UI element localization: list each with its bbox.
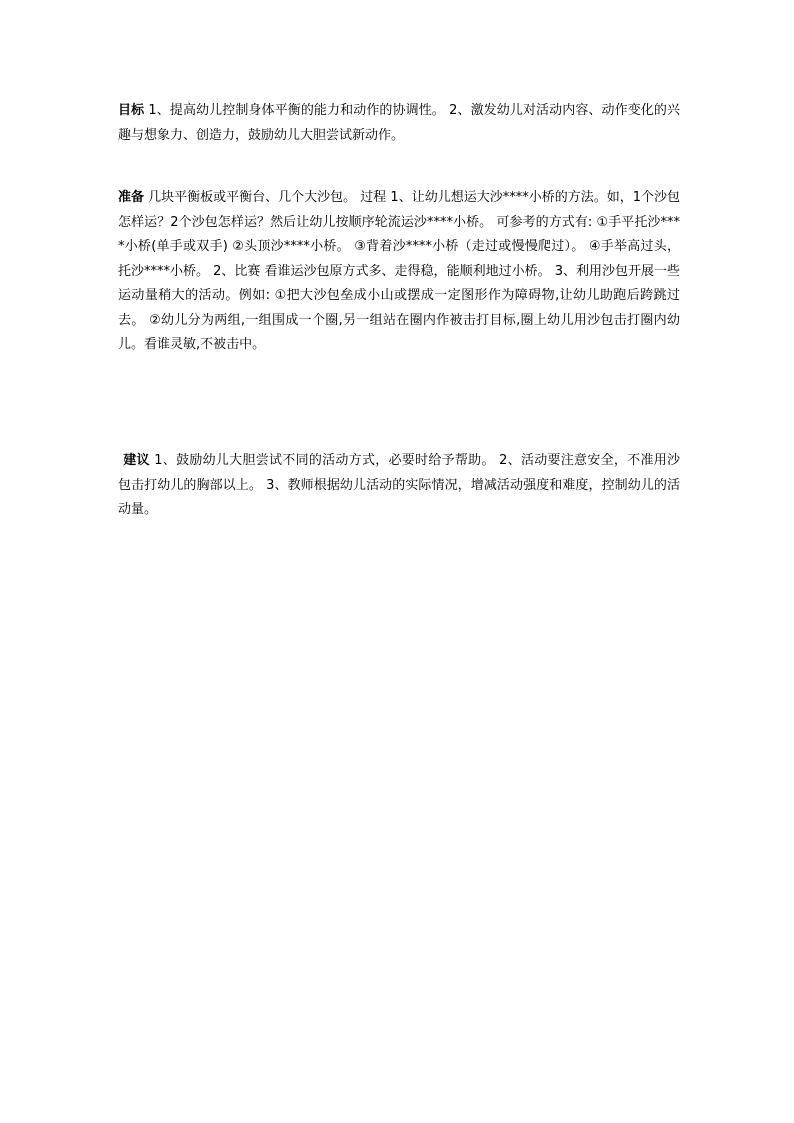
goal-section bbox=[118, 99, 680, 148]
preparation-section bbox=[118, 186, 680, 358]
advice-text: 1、鼓励幼儿大胆尝试不同的活动方式，必要时给予帮助。 2、活动要注意安全，不准用沙包击打幼儿的胸部以上。 3、教师根据幼儿活动的实际情况，增减活动强度和难度，控制幼儿的活动量。 bbox=[118, 453, 680, 517]
advice-section bbox=[118, 449, 680, 523]
goal-text: 1、提高幼儿控制身体平衡的能力和动作的协调性。 2、激发幼儿对活动内容、动作变化的兴趣与想象力、创造力，鼓励幼儿大胆尝试新动作。 bbox=[118, 103, 680, 143]
goal-label: 目标 bbox=[118, 103, 145, 118]
preparation-text: 几块平衡板或平衡台、几个大沙包。 过程 1、让幼儿想运大沙****小桥的方法。如，1个沙包怎样运？2个沙包怎样运？然后让幼儿按顺序轮流运沙****小桥。 可参考的方式有: ①手平托沙****小桥(单手或双手) ②头顶沙****小桥。 ③背着沙****小桥（走过或慢慢爬过）。 ④手举高过头，托沙****小桥。 2、比赛 看谁运沙包原方式多、走得稳，能顺利地过小桥。 3、利用沙包开展一些运动量稍大的活动。例如: ①把大沙包垒成小山或摆成一定图形作为障碍物,让幼儿助跑后跨跳过去。 ②幼儿分为两组,一组围成一个圈,另一组站在圈内作被击打目标,圈上幼儿用沙包击打圈内幼儿。看谁灵敏,不被击中。 bbox=[118, 190, 680, 352]
preparation-label: 准备 bbox=[118, 190, 145, 205]
advice-label: 建议 bbox=[123, 453, 150, 468]
